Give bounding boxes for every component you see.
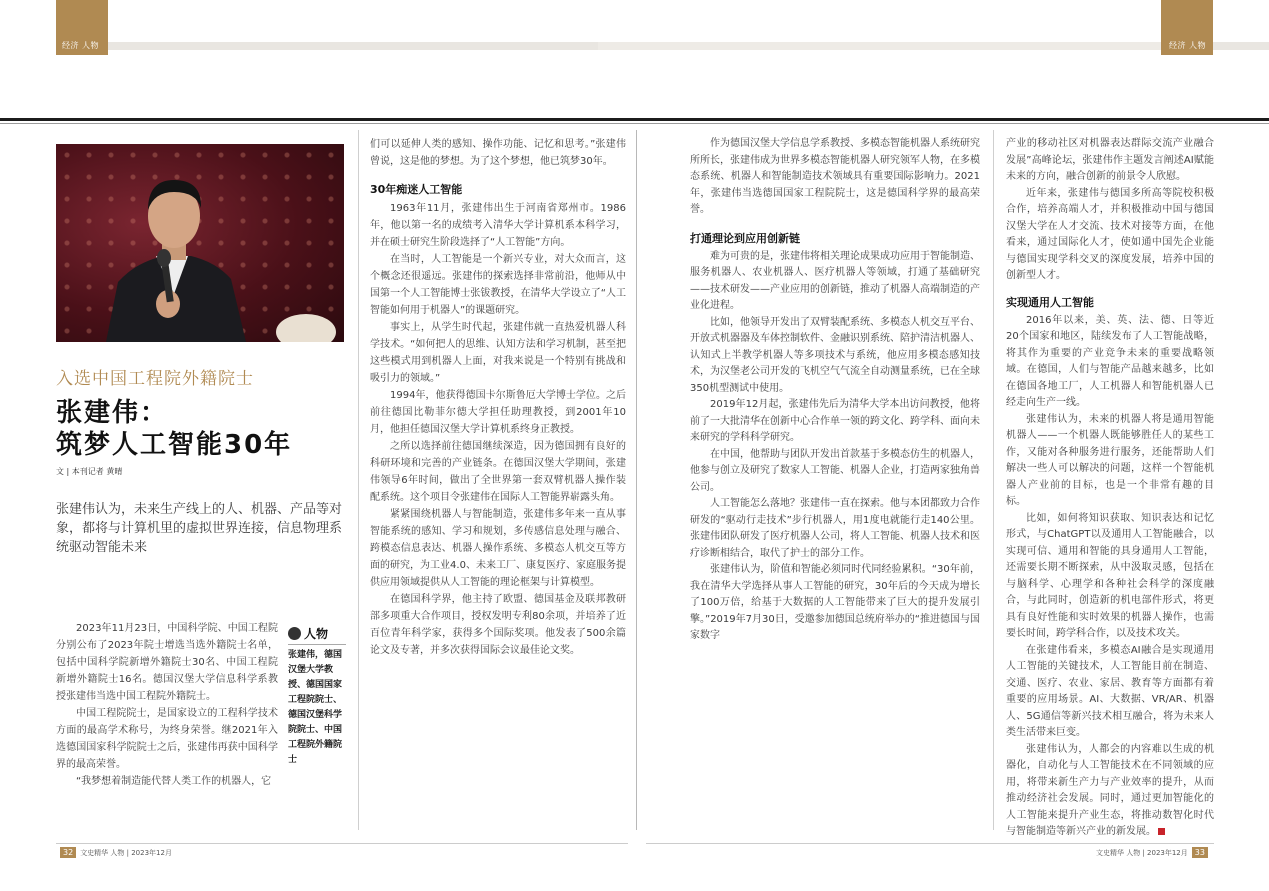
byline: 文 | 本刊记者 黄晴 [56,467,123,476]
people-heading [288,625,346,645]
paragraph: 在当时，人工智能是一个新兴专业，对大众而言，这个概念还很遥远。张建伟的探索选择非常前沿，他师从中国第一个人工智能博士张钹教授，在清华大学设立了“人工智能如何用于机器人”的课题研究。 [370,254,626,316]
header-stripe [1213,42,1269,50]
section-heading: 实现通用人工智能 [1006,295,1094,309]
paragraph: 2023年11月23日，中国科学院、中国工程院分别公布了2023年院士增选当选外籍院士名单，包括中国科学院新增外籍院士30名、中国工程院新增外籍院士16名。德国汉堡大学信息科学系教授张建伟当选中国工程院外籍院士。 [56,623,278,702]
page-number: 33 [1192,847,1208,858]
column-divider [993,130,994,830]
column-4-body [1006,136,1214,841]
column-3-body [690,136,980,645]
footer-rule [646,843,1214,844]
people-label: 人物 [304,627,329,641]
paragraph: 比如，如何将知识获取、知识表达和记忆形式，与ChatGPT以及通用人工智能融合，以实现可信、通用和智能的具身通用人工智能，还需要长期不断探索，从中汲取灵感，包括在与脑科学、心理学和各种社会科学的深度融合，与此同时，创造新的机电部件形式，将更具有良好性能和实时效果的机器人操作，也需要长时间，跨学科合作，以及技术攻关。 [1006,512,1214,639]
header-rule-thin [0,123,1269,124]
article-title-line2: 筑梦人工智能30年 [56,430,293,460]
paragraph: 产业的移动社区对机器表达群际交流产业融合发展”高峰论坛，张建伟作主题发言阐述AI赋能未来的方向，融合创新的前景令人欣慰。 [1006,138,1214,182]
paragraph: 事实上，从学生时代起，张建伟就一直热爱机器人科学技术。“如何把人的思维、认知方法和学习机制，甚至把这些模式用到机器人上面，对我来说是一个特别有挑战和吸引力的领域。” [370,322,626,384]
people-text: 张建伟，德国汉堡大学教授、德国国家工程院院士、德国汉堡科学院院士、中国工程院外籍院士 [288,650,343,765]
section-tab-text: 经济 人物 [62,41,100,50]
page-gutter [636,130,637,830]
paragraph: 难为可贵的是，张建伟将相关理论成果成功应用于智能制造、服务机器人、农业机器人、医疗机器人等领域，打通了基础研究——技术研发——产业应用的创新链，推动了机器人高端制造的产业化进程。 [690,250,980,311]
paragraph: 1994年，他获得德国卡尔斯鲁厄大学博士学位。之后前往德国比勒菲尔德大学担任助理教授，到2001年10月，他担任德国汉堡大学计算机系终身正教授。 [370,390,626,435]
paragraph-text: 张建伟认为，人都会的内容难以生成的机器化，自动化与人工智能技术在不同领域的应用，将带来新生产力与产业效率的提升，从而推动经济社会发展。同时，通过更加智能化的人工智能来提升产业生态，将推动数智化时代与智能制造等新兴产业的新发展。 [1006,743,1214,837]
footer-rule [56,843,628,844]
article-title-line1: 张建伟： [56,398,169,428]
paragraph: 在中国，他帮助与团队开发出首款基于多模态仿生的机器人，他参与创立及研究了数家人工智能、机器人企业，打造两家独角兽公司。 [690,448,980,493]
paragraph: 1963年11月，张建伟出生于河南省郑州市。1986年，他以第一名的成绩考入清华大学计算机系本科学习，并在硕士研究生阶段选择了“人工智能”方向。 [370,203,626,248]
paragraph: 们可以延伸人类的感知、操作功能、记忆和思考。”张建伟曾说，这是他的梦想。为了这个梦想，他已筑梦30年。 [370,139,626,167]
section-heading: 打通理论到应用创新链 [690,231,800,245]
section-tab-text: 经济 人物 [1169,41,1207,50]
section-tab-left [56,0,108,55]
paragraph: 在张建伟看来，多模态AI融合是实现通用人工智能的关键技术，人工智能目前在制造、交通、医疗、农业、家居、教育等方面都有着重要的应用场景。AI、大数据、VR/AR、机器人、5G通信等新兴技术相互融合，将为未来人类生活带来巨变。 [1006,644,1214,738]
header-rule [0,118,1269,121]
column-2-body [370,136,626,659]
paragraph: 2016年以来，美、英、法、德、日等近20个国家和地区，陆续发布了人工智能战略，将其作为重要的产业竞争未来的重要战略领域。在德国，人们与智能产品越来越多，比如在德国各地工厂，人工机器人和智能机器人已经走向生产一线。 [1006,314,1214,408]
paragraph [1006,742,1214,841]
person-icon [288,627,301,640]
paragraph: 张建伟认为，未来的机器人将是通用智能机器人——一个机器人既能够胜任人的某些工作，又能对各种服务进行服务，还能帮助人们解决一些人可以解决的问题，这样一个智能机器人产业前的目标，也是一个非常有趣的目标。 [1006,413,1214,507]
article-subtitle: 入选中国工程院外籍院士 [56,369,254,389]
paragraph: 在德国科学界，他主持了欧盟、德国基金及联邦教研部多项重大合作项目，授权发明专利80余项，并培养了近百位青年科学家，获得多个国际奖项。他发表了500余篇论文及专著，并多次获得国际会议最佳论文奖。 [370,594,626,656]
section-tab-right [1161,0,1213,55]
paragraph: 2019年12月起，张建伟先后为清华大学本出访问教授，他将前了一大批清华在创新中心合作单一领的跨文化、跨学科、面向未来研究的学科科学研究。 [690,399,980,443]
paragraph: 近年来，张建伟与德国多所高等院校积极合作，培养高端人才，并积极推动中国与德国汉堡大学在人才交流、技术对接等方面，在他看来，通过国际化人才，使如通中国先企业能与德国实现学科交叉的深度发展，培养中国的创新型人才。 [1006,187,1214,281]
portrait-photo [56,144,344,342]
footer-text: 文史精华 人物 | 2023年12月 [80,848,172,857]
paragraph: 之所以选择前往德国继续深造，因为德国拥有良好的科研环境和完善的产业链条。在德国汉堡大学期间，张建伟领导6年时间，做出了全世界第一套双臂机器人操作装配系统。这个项目令张建伟在国际人工智能界崭露头角。 [370,441,626,503]
footer-left [56,847,172,858]
paragraph: 人工智能怎么落地？张建伟一直在探索。他与本团都致力合作研发的“驱动行走技术”步行机器人，用1度电就能行走140公里。张建伟团队研发了医疗机器人公司，将人工智能、机器人技术和医疗诊断相结合，取代了护士的部分工作。 [690,498,980,559]
page-number: 32 [60,847,76,858]
paragraph: 比如，他领导开发出了双臂装配系统、多模态人机交互平台、开放式机器器及车体控制软件、金融识别系统、陪护清洁机器人、认知式上半教学机器人等多项技术与系统，他应用多模态感知技术，为汉堡老公司开发的飞机空气气流全自动测量系统，已在全球350机型测试中使用。 [690,316,980,394]
paragraph: 中国工程院院士，是国家设立的工程科学技术方面的最高学术称号，为终身荣誉。继2021年入选德国国家科学院院士之后，张建伟再获中国科学界的最高荣誉。 [56,708,278,770]
paragraph: 张建伟认为，阶值和智能必须同时代同经验累积。“30年前，我在清华大学选择从事人工智能的研究，30年后的今天成为增长了100万倍，给基于大数据的人工智能带来了巨大的提升发展引擎。”2019年7月30日，受邀参加德国总统府举办的“推进德国与国家数字 [690,564,980,641]
lead-paragraph: 张建伟认为，未来生产线上的人、机器、产品等对象，都将与计算机里的虚拟世界连接，信息物理系统驱动智能未来 [56,502,343,555]
paragraph: “我梦想着制造能代替人类工作的机器人，它 [76,776,272,787]
people-box [288,625,346,768]
column-divider [358,130,359,830]
section-heading: 30年痴迷人工智能 [370,183,463,196]
column-1-body [56,620,278,790]
footer-right [1096,847,1212,858]
paragraph: 紧紧围绕机器人与智能制造，张建伟多年来一直从事智能系统的感知、学习和规划，多传感信息处理与融合、跨模态信息表达、机器人操作系统、多模态人机交互等方面的研究，为工业4.0、未来工厂、康复医疗、家庭服务提供应用领域提供从人工智能的理论框架与计算模型。 [370,509,626,588]
header-stripe [598,42,1161,50]
end-mark-icon [1158,828,1165,835]
paragraph: 作为德国汉堡大学信息学系教授、多模态智能机器人系统研究所所长，张建伟成为世界多模态智能机器人研究领军人物，在多模态系统、机器人和智能制造技术领域具有重要国际影响力。2021年，张建伟当选德国国家工程院院士，这是德国科学界的最高荣誉。 [690,138,980,215]
footer-text: 文史精华 人物 | 2023年12月 [1096,848,1188,857]
